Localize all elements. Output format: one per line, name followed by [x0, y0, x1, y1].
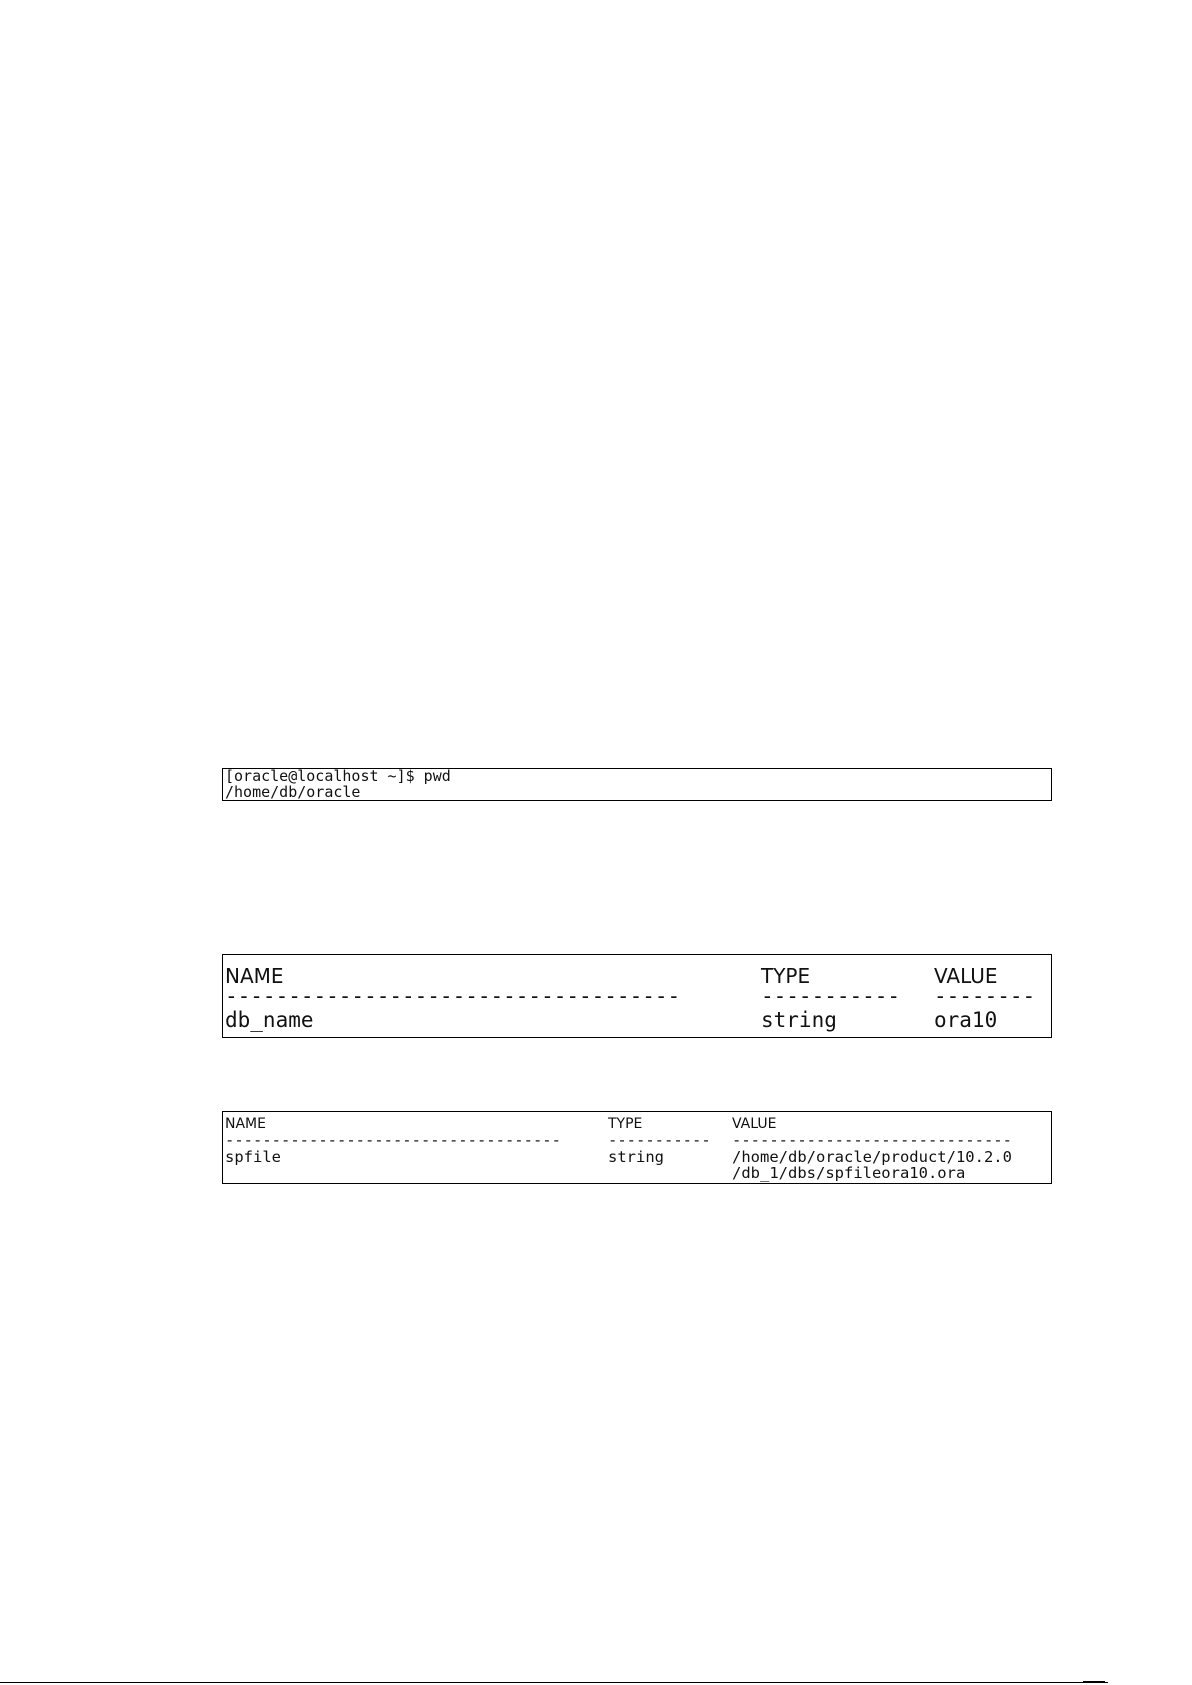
parameter-type: string: [608, 1148, 664, 1166]
separator-value: ------------------------------: [732, 1131, 1012, 1149]
column-header-name: NAME: [225, 1116, 266, 1132]
separator-type: -----------: [761, 984, 901, 1008]
shell-output-box: [222, 768, 1052, 801]
dbname-parameter-box: [222, 954, 1052, 1038]
separator-name: ------------------------------------: [225, 1131, 561, 1149]
parameter-name: spfile: [225, 1148, 281, 1166]
parameter-value: ora10: [934, 1008, 998, 1032]
parameter-value: /home/db/oracle/product/10.2.0: [732, 1148, 1012, 1166]
separator-type: -----------: [608, 1131, 711, 1149]
footer-rule: [0, 1682, 1108, 1683]
separator-value: --------: [934, 984, 1036, 1008]
parameter-type: string: [761, 1008, 837, 1032]
column-header-type: TYPE: [761, 964, 811, 988]
footer-tick: [1083, 1681, 1105, 1682]
column-header-type: TYPE: [608, 1116, 643, 1132]
spfile-parameter-box: [222, 1111, 1052, 1184]
column-header-value: VALUE: [934, 964, 998, 988]
shell-command-line: [oracle@localhost ~]$ pwd: [225, 768, 451, 785]
separator-name: ------------------------------------: [225, 984, 681, 1008]
column-header-value: VALUE: [732, 1116, 777, 1132]
column-header-name: NAME: [225, 964, 284, 988]
shell-output-line: /home/db/oracle: [225, 783, 361, 801]
parameter-name: db_name: [225, 1008, 314, 1032]
parameter-value-continued: /db_1/dbs/spfileora10.ora: [732, 1164, 966, 1182]
